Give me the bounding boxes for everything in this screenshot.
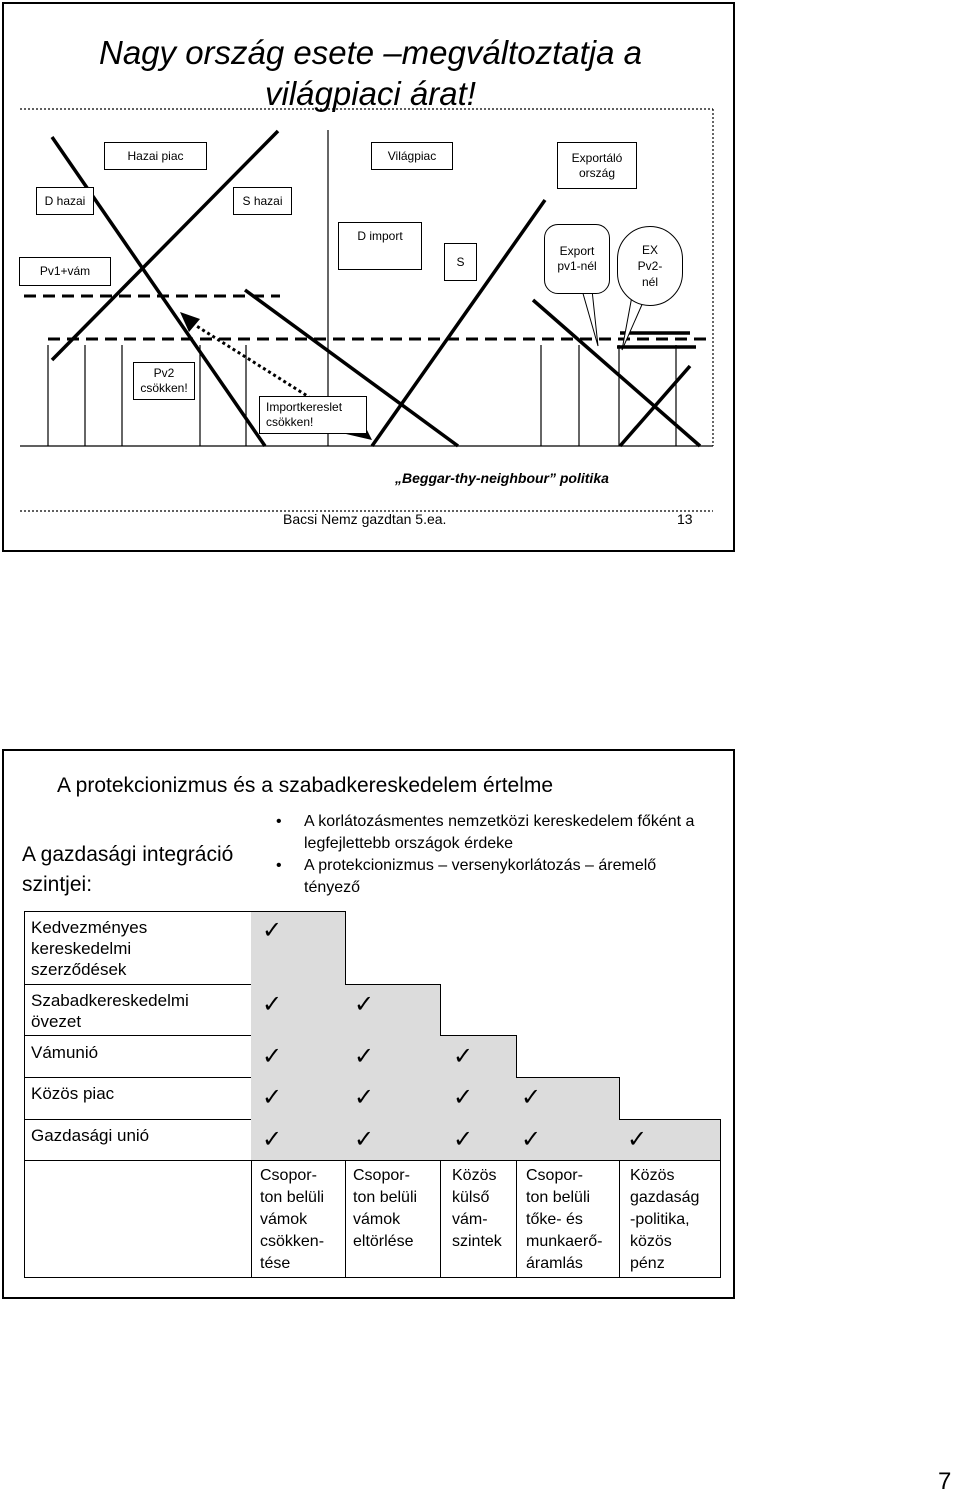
checkmark-icon: ✓ [262, 916, 283, 944]
checkmark-icon: ✓ [262, 1042, 283, 1070]
table-cell [440, 1035, 517, 1078]
feature-label [260, 1165, 324, 1275]
feature-label-line: Csopor- [353, 1167, 410, 1184]
bullet-item-2 [276, 855, 726, 899]
feature-label-line: áramlás [526, 1255, 583, 1272]
feature-label-line: -politika, [630, 1211, 690, 1228]
s-box: S [444, 243, 477, 281]
feature-label-line: közös [630, 1233, 672, 1250]
bullet-list [276, 811, 726, 899]
feature-label-line: külső [452, 1189, 490, 1206]
hazai-piac-box: Hazai piac [104, 142, 207, 170]
export-pv1-callout: Export pv1-nél [544, 224, 610, 294]
checkmark-icon: ✓ [521, 1125, 542, 1153]
checkmark-icon: ✓ [453, 1042, 474, 1070]
slide-2-title: A protekcionizmus és a szabadkereskedelem értelme [57, 774, 554, 797]
feature-label-line: gazdaság [630, 1189, 700, 1206]
feature-label-line: vámok [260, 1211, 308, 1228]
table-cell [440, 1119, 517, 1161]
feature-label-line: Csopor- [260, 1167, 317, 1184]
bullet-item-1 [276, 811, 726, 855]
ex-pv2-callout: EX Pv2-nél [617, 226, 683, 306]
bullet-marker: • [276, 857, 282, 874]
checkmark-icon: ✓ [453, 1125, 474, 1153]
s-hazai-box: S hazai [233, 187, 292, 215]
level-label-gazdasagi-unio: Gazdasági unió [31, 1126, 150, 1145]
feature-label-line: szintek [452, 1233, 502, 1250]
checkmark-icon: ✓ [354, 1083, 375, 1111]
feature-label-line: ton belüli [260, 1189, 325, 1206]
pv2-csokken-box: Pv2 csökken! [133, 362, 195, 400]
feature-label-line: ton belüli [526, 1189, 591, 1206]
checkmark-icon: ✓ [627, 1125, 648, 1153]
level-label-kedvezmenyes: Kedvezményes kereskedelmi szerződések [31, 918, 148, 979]
feature-label [526, 1165, 602, 1275]
feature-label [452, 1165, 502, 1253]
feature-label-line: vámok [353, 1211, 401, 1228]
importkereslet-csokken-box: Importkereslet csökken! [259, 396, 367, 434]
feature-label-line: vám- [452, 1211, 488, 1228]
feature-label-line: munkaerő- [526, 1233, 603, 1250]
feature-label-line: eltörlése [353, 1233, 414, 1250]
d-hazai-box: D hazai [36, 187, 94, 215]
exportalo-orszag-box: Exportáló ország [557, 142, 637, 189]
vilagpiac-box: Világpiac [371, 142, 453, 170]
checkmark-icon: ✓ [354, 1042, 375, 1070]
slide-1-footer-left: Bacsi Nemz gazdtan 5.ea. [283, 511, 447, 527]
checkmark-icon: ✓ [354, 1125, 375, 1153]
beggar-thy-neighbour-caption: „Beggar-thy-neighbour” politika [395, 470, 609, 486]
feature-label-line: tőke- és [526, 1211, 583, 1228]
table-row [24, 1160, 252, 1278]
feature-label-line: pénz [630, 1255, 665, 1272]
integration-levels-heading: A gazdasági integráció szintjei: [22, 843, 234, 896]
bullet-marker: • [276, 813, 282, 830]
checkmark-icon: ✓ [521, 1083, 542, 1111]
d-import-box: D import [338, 222, 422, 270]
feature-label-line: Közös [630, 1167, 675, 1184]
level-label-szabadkereskedelmi: Szabadkereskedelmi övezet [31, 991, 189, 1031]
feature-label-line: Közös [452, 1167, 497, 1184]
feature-label-line: tése [260, 1255, 291, 1272]
checkmark-icon: ✓ [453, 1083, 474, 1111]
bullet-text-1: A korlátozásmentes nemzetközi kereskedelem főként a legfejlettebb országok érdeke [304, 813, 695, 852]
checkmark-icon: ✓ [262, 1125, 283, 1153]
title-line-2: világpiaci árat! [265, 75, 476, 112]
checkmark-icon: ✓ [262, 990, 283, 1018]
table-cell [440, 1077, 517, 1120]
feature-label [353, 1165, 417, 1253]
feature-label-line: ton belüli [353, 1189, 418, 1206]
page-number: 7 [938, 1468, 952, 1495]
checkmark-icon: ✓ [262, 1083, 283, 1111]
title-line-1: Nagy ország esete –megváltoztatja a [99, 34, 642, 71]
feature-label-line: Csopor- [526, 1167, 583, 1184]
level-label-kozos-piac: Közös piac [31, 1084, 115, 1103]
slide-1-page-number: 13 [677, 511, 693, 527]
level-label-vamunio: Vámunió [31, 1043, 99, 1062]
feature-label-line: csökken- [260, 1233, 325, 1250]
bullet-text-2: A protekcionizmus – versenykorlátozás – áremelő tényező [304, 857, 657, 896]
feature-label [630, 1165, 699, 1275]
pv1-vam-box: Pv1+vám [19, 257, 111, 286]
checkmark-icon: ✓ [354, 990, 375, 1018]
